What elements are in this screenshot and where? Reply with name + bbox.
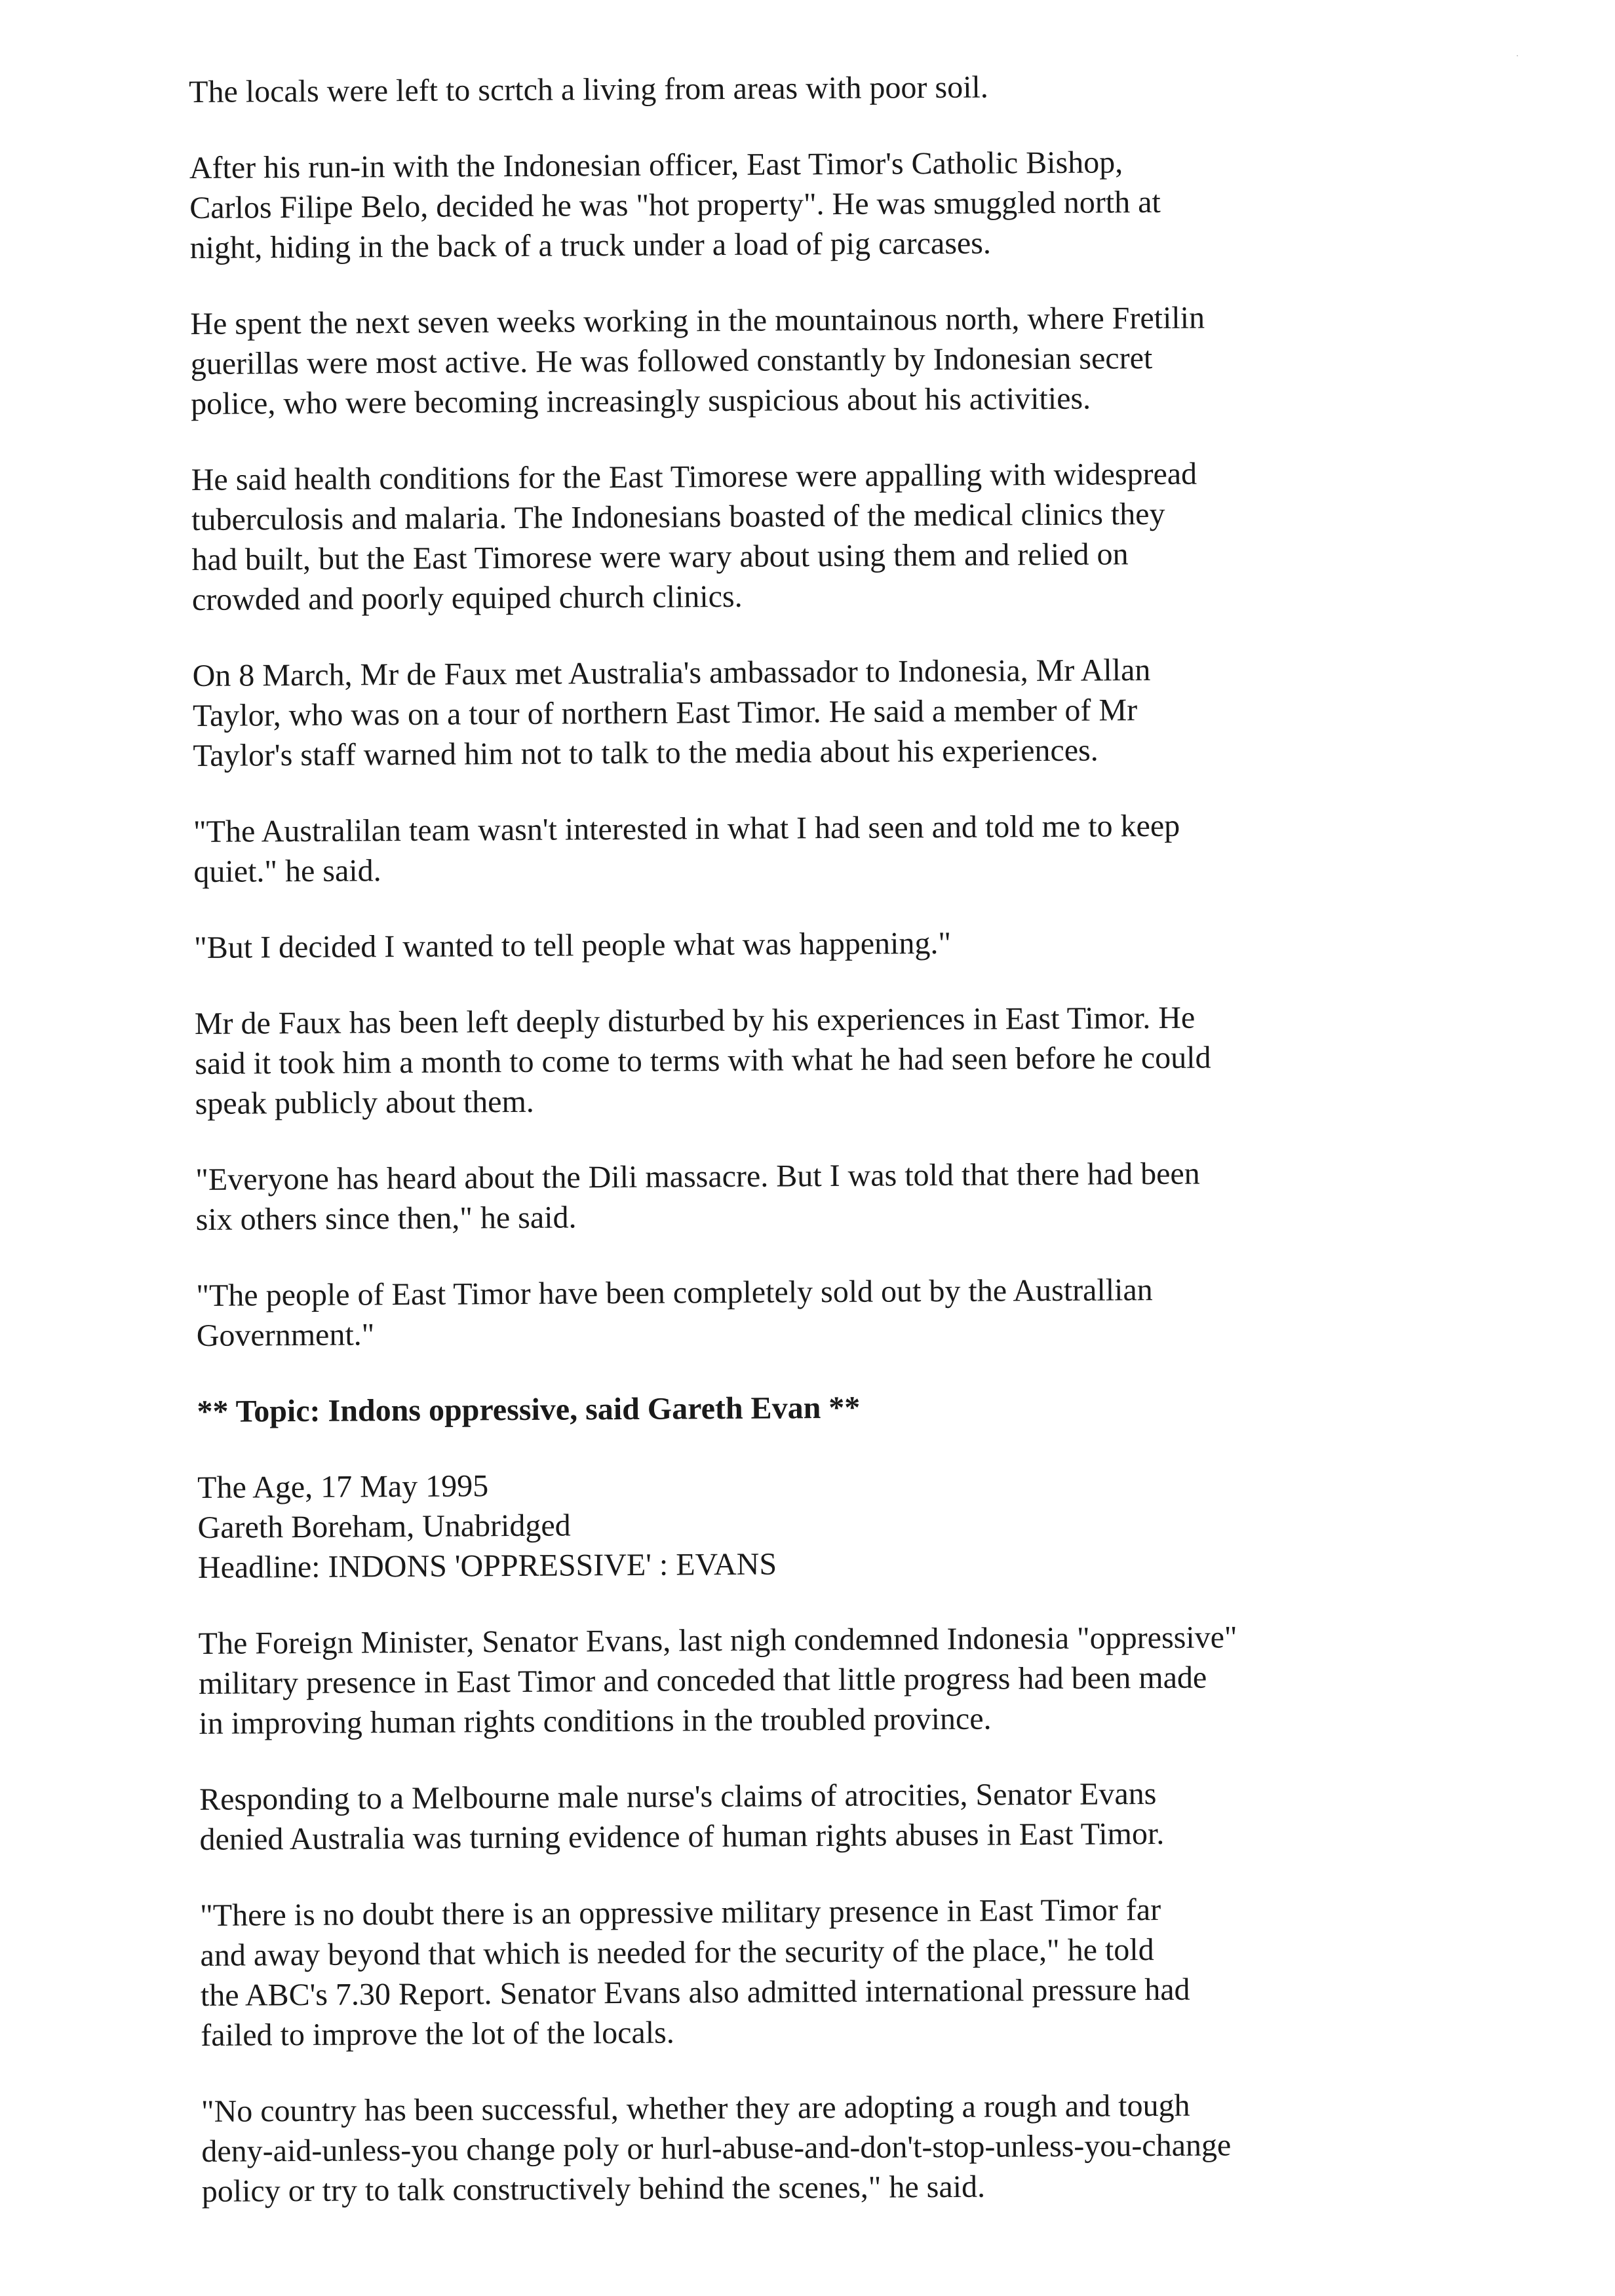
paragraph: After his run-in with the Indonesian officer, East Timor's Catholic Bishop, Carlos Filipe Belo, decided he was "hot property". He was smuggled north at night, hiding in the back of a truck under a load of pig carcases.	[189, 145, 1161, 265]
source-publication: The Age, 17 May 1995	[197, 1468, 489, 1505]
source-author: Gareth Boreham, Unabridged	[197, 1508, 571, 1545]
paragraph: "The people of East Timor have been completely sold out by the Australlian Government."	[196, 1272, 1153, 1353]
paragraph: Responding to a Melbourne male nurse's claims of atrocities, Senator Evans denied Australia was turning evidence of human rights abuses in East Timor.	[199, 1776, 1165, 1857]
paragraph: He spent the next seven weeks working in the mountainous north, where Fretilin guerillas were most active. He was followed constantly by Indonesian secret police, who were becoming increasingly suspicious about his activities.	[190, 300, 1205, 421]
paragraph: "No country has been successful, whether they are adopting a rough and tough deny-aid-unless-you change poly or hurl-abuse-and-don't-stop-unless-you-change policy or try to talk constructively behind the scenes," he said.	[201, 2088, 1232, 2209]
paragraph: "Everyone has heard about the Dili massacre. But I was told that there had been six others since then," he said.	[195, 1156, 1200, 1237]
document-body	[189, 64, 1447, 2248]
scan-speck	[1517, 55, 1518, 56]
source-headline: Headline: INDONS 'OPPRESSIVE' : EVANS	[197, 1546, 777, 1585]
topic-heading: ** Topic: Indons oppressive, said Gareth Evan **	[197, 1390, 861, 1429]
paragraph: "But I decided I wanted to tell people what was happening."	[194, 925, 952, 965]
paragraph: The locals were left to scrtch a living from areas with poor soil.	[189, 69, 988, 109]
paragraph: On 8 March, Mr de Faux met Australia's ambassador to Indonesia, Mr Allan Taylor, who was on a tour of northern East Timor. He said a member of Mr Taylor's staff warned him not to talk to the media about his experiences.	[192, 653, 1151, 773]
source-info	[197, 1460, 1443, 1588]
paragraph: "There is no doubt there is an oppressive military presence in East Timor far and away beyond that which is needed for the security of the place," he told the ABC's 7.30 Report. Senator Evans also admitted international pressure had failed to improve the lot of the locals.	[200, 1892, 1190, 2053]
paragraph: The Foreign Minister, Senator Evans, last nigh condemned Indonesia "oppressive" military presence in East Timor and conceded that little progress had been made in improving human rights conditions in the troubled province.	[198, 1620, 1237, 1741]
paragraph: Mr de Faux has been left deeply disturbed by his experiences in East Timor. He said it took him a month to come to terms with what he had seen before he could speak publicly about them.	[194, 1000, 1211, 1121]
paragraph: He said health conditions for the East Timorese were appalling with widespread tuberculosis and malaria. The Indonesians boasted of the medical clinics they had built, but the East Timorese were wary about using them and relied on crowded and poorly equiped church clinics.	[191, 456, 1197, 617]
paragraph: "The Australilan team wasn't interested in what I had seen and told me to keep quiet." he said.	[193, 808, 1180, 889]
